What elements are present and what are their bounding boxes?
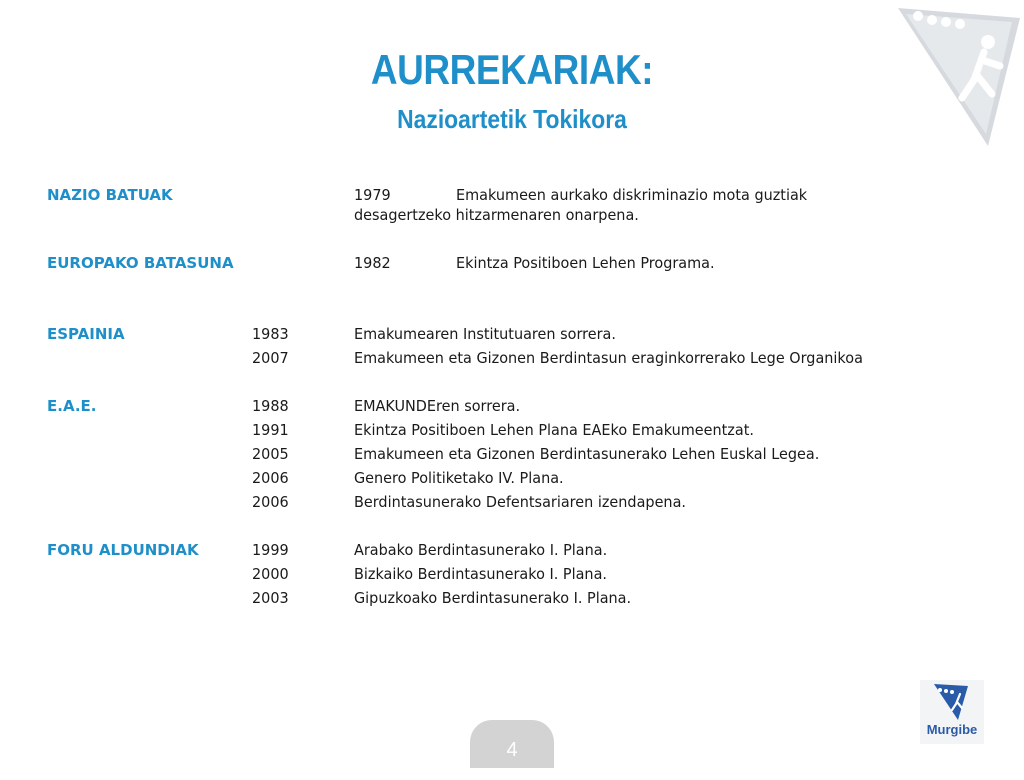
event-text: Emakumeen eta Gizonen Berdintasun eraginkorrerako Lege Organikoa	[354, 349, 863, 367]
year: 2005	[252, 445, 289, 463]
section-label-foru-aldundiak: FORU ALDUNDIAK	[47, 541, 199, 559]
event-text: Emakumeen aurkako diskriminazio mota guztiak	[456, 186, 808, 204]
year: 2000	[252, 565, 289, 583]
section-label-espainia: ESPAINIA	[47, 325, 125, 343]
event-text-continued: desagertzeko hitzarmenaren onarpena.	[354, 206, 639, 224]
event-text: Ekintza Positiboen Lehen Plana EAEko Emakumeentzat.	[354, 421, 754, 439]
event-text: Genero Politiketako IV. Plana.	[354, 469, 564, 487]
slide-title: AURREKARIAK:	[370, 46, 654, 93]
section-label-europako-batasuna: EUROPAKO BATASUNA	[47, 254, 234, 272]
year: 1988	[252, 397, 289, 415]
event-text: Gipuzkoako Berdintasunerako I. Plana.	[354, 589, 632, 607]
year: 1991	[252, 421, 289, 439]
year: 1999	[252, 541, 289, 559]
section-label-eae: E.A.E.	[47, 397, 97, 415]
year-1982: 1982	[354, 254, 391, 272]
event-text: Emakumeen eta Gizonen Berdintasunerako Lehen Euskal Legea.	[354, 445, 820, 463]
murgibe-logo	[920, 680, 984, 748]
page-number: 4	[470, 720, 554, 768]
slide-subtitle: Nazioartetik Tokikora	[397, 104, 627, 134]
event-text: EMAKUNDEren sorrera.	[354, 397, 521, 415]
year: 2003	[252, 589, 289, 607]
year: 2007	[252, 349, 289, 367]
event-text: Berdintasunerako Defentsariaren izendapena.	[354, 493, 686, 511]
year: 2006	[252, 493, 289, 511]
year-1979: 1979	[354, 186, 391, 204]
event-text: Ekintza Positiboen Lehen Programa.	[456, 254, 715, 272]
year: 1983	[252, 325, 289, 343]
event-text: Arabako Berdintasunerako I. Plana.	[354, 541, 608, 559]
event-text: Bizkaiko Berdintasunerako I. Plana.	[354, 565, 607, 583]
event-text: Emakumearen Institutuaren sorrera.	[354, 325, 616, 343]
section-label-nazio-batuak: NAZIO BATUAK	[47, 186, 173, 204]
logo-text: Murgibe	[926, 722, 978, 737]
year: 2006	[252, 469, 289, 487]
